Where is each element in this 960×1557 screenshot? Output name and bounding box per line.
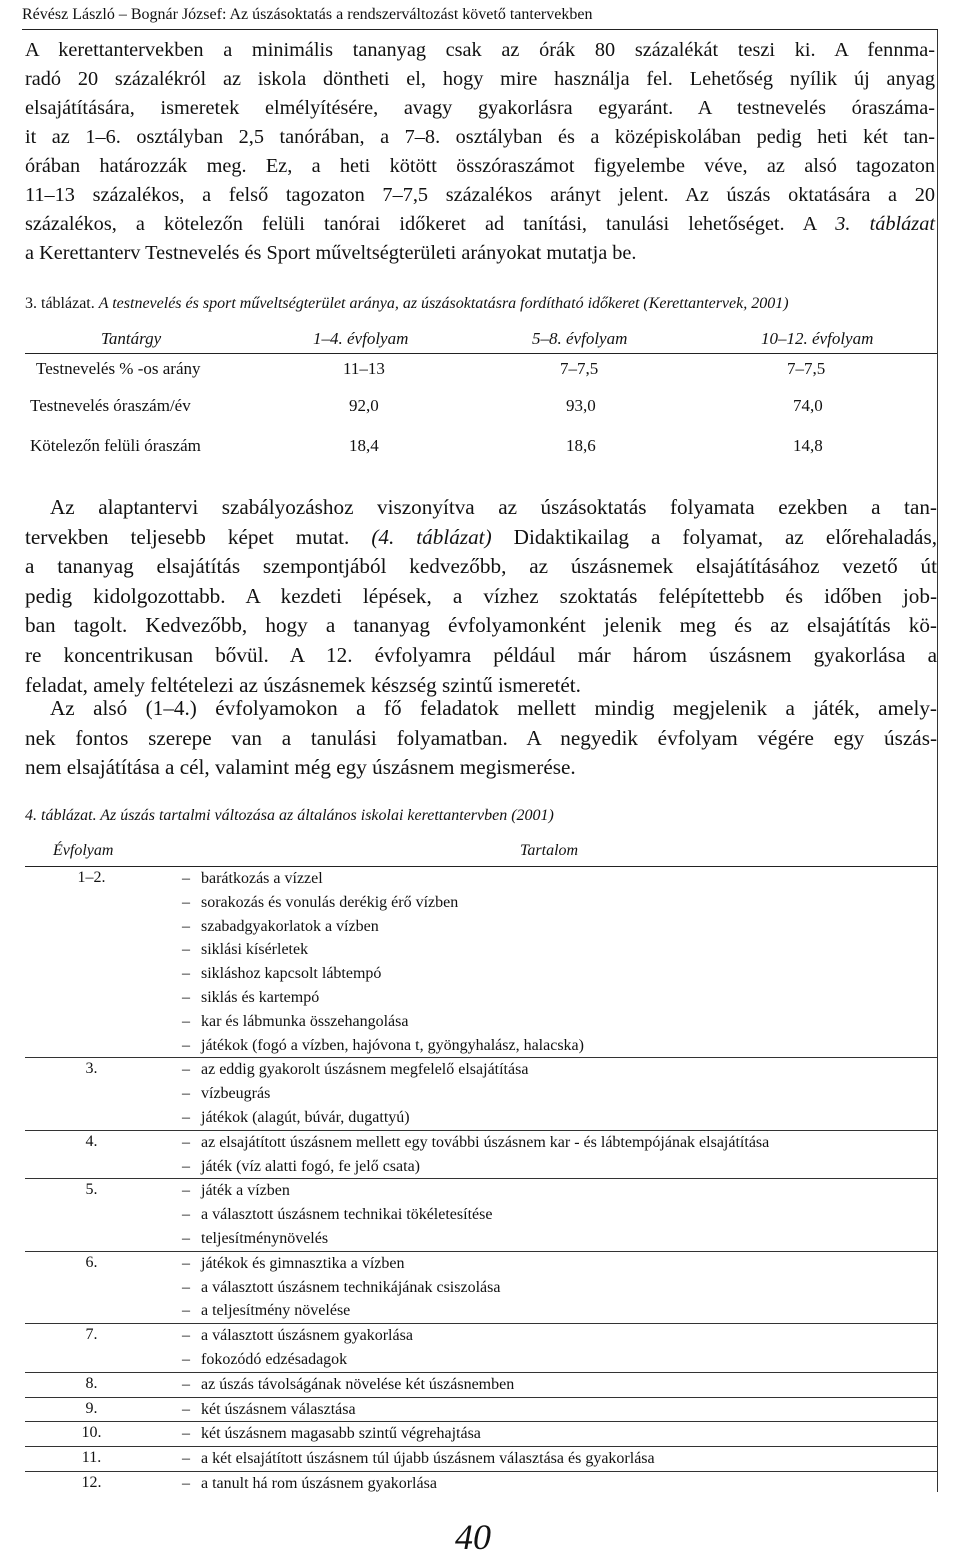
- list-item: [182, 915, 937, 939]
- table4-items: [182, 1252, 937, 1323]
- table3-header-grade-1-4: 1–4. évfolyam: [313, 329, 409, 348]
- dash-marker: –: [182, 1229, 190, 1247]
- table4-grade: 11.: [81, 1449, 102, 1467]
- text-line: nem elsajátítása a cél, valamint még egy úszásnem megismerése.: [25, 755, 576, 780]
- table3-cell-value: 11–13: [343, 359, 385, 378]
- list-item-text: az elsajátított úszásnem mellett egy további úszásnem kar - és lábtempójának elsajátítása: [201, 1133, 770, 1151]
- table4-items: [182, 1447, 937, 1471]
- list-item: [182, 1106, 937, 1130]
- list-item: [182, 1398, 937, 1422]
- list-item: [182, 891, 937, 915]
- dash-marker: –: [182, 1061, 190, 1079]
- table4-items: [182, 1179, 937, 1250]
- list-item: [182, 1373, 937, 1397]
- table4-items: [182, 1324, 937, 1372]
- table3-header-subject: Tantárgy: [101, 329, 162, 348]
- list-item: [182, 1252, 937, 1276]
- dash-marker: –: [182, 1157, 190, 1175]
- list-item: [182, 1227, 937, 1251]
- list-item-text: játékok (fogó a vízben, hajóvona t, gyöngyhalász, halacska): [201, 1036, 584, 1054]
- list-item-text: játékok és gimnasztika a vízben: [201, 1254, 405, 1272]
- dash-marker: –: [182, 1182, 190, 1200]
- list-item: [182, 1276, 937, 1300]
- table4-items: [182, 1472, 937, 1496]
- text-line: feladat, amely feltételezi az úszásnemek készség szintű ismeretét.: [25, 672, 581, 697]
- table-reference: 3. táblázat: [835, 213, 935, 235]
- dash-marker: –: [182, 1350, 190, 1368]
- dash-marker: –: [182, 1400, 190, 1418]
- dash-marker: –: [182, 988, 190, 1006]
- list-item: [182, 1082, 937, 1106]
- table3-caption-label: 3. táblázat.: [25, 295, 95, 312]
- dash-marker: –: [182, 1254, 190, 1272]
- list-item: [182, 1324, 937, 1348]
- table3-header-grade-5-8: 5–8. évfolyam: [532, 329, 628, 348]
- text-line: nek fontos szerepe van a tanulási folyamatban. A negyedik évfolyam végére egy úszás-: [25, 725, 937, 750]
- text-fragment: tervekben teljesebb képet mutat.: [25, 524, 350, 549]
- text-line: [25, 523, 937, 553]
- dash-marker: –: [182, 1425, 190, 1443]
- list-item: [182, 1010, 937, 1034]
- table4-grade: 3.: [85, 1060, 98, 1078]
- list-item-text: fokozódó edzésadagok: [201, 1350, 348, 1368]
- text-line: A kerettantervekben a minimális tananyag csak az órák 80 százalékát teszi ki. A fennma-: [25, 39, 935, 61]
- dash-marker: –: [182, 1278, 190, 1296]
- list-item-text: a választott úszásnem technikai tökéletesítése: [201, 1206, 493, 1224]
- list-item: [182, 1155, 937, 1179]
- table-row: [25, 1131, 937, 1180]
- dash-marker: –: [182, 1474, 190, 1492]
- list-item: [182, 1472, 937, 1496]
- paragraph-3: [25, 694, 937, 783]
- paragraph-1: [25, 36, 935, 268]
- text-line: it az 1–6. osztályban 2,5 tanórában, a 7–8. osztályban és a középiskolában pedig heti két tan-: [25, 126, 935, 148]
- text-line: radó 20 százalékról az iskola döntheti el, hogy mire használja fel. Lehetőség nyílik új anyag: [25, 68, 935, 90]
- text-line: órában határozzák meg. Ez, a heti kötött összóraszámot figyelembe véve, az alsó tagozaton: [25, 155, 935, 177]
- table-4: [25, 838, 937, 1496]
- text-line: 11–13 százalékos, a felső tagozaton 7–7,5 százalékos arányt jelent. Az úszás oktatására a 20: [25, 184, 935, 206]
- dash-marker: –: [182, 1450, 190, 1468]
- table3-header-grade-10-12: 10–12. évfolyam: [761, 329, 874, 348]
- table3-cell-value: 7–7,5: [787, 359, 826, 378]
- list-item-text: a tanult há rom úszásnem gyakorlása: [201, 1474, 437, 1492]
- list-item: [182, 1058, 937, 1082]
- table4-grade: 10.: [81, 1424, 102, 1442]
- table3-cell-value: 18,6: [566, 436, 596, 455]
- text-line: a tananyag elsajátítás szempontjából kedvezőbb, az úszásnemek elsajátításához vezető út: [25, 554, 937, 579]
- dash-marker: –: [182, 870, 190, 887]
- table4-items: [182, 1398, 937, 1422]
- list-item-text: játékok (alagút, búvár, dugattyú): [201, 1108, 410, 1126]
- table3-caption: [25, 294, 937, 314]
- table-row: [25, 354, 937, 392]
- table4-header-content: Tartalom: [520, 842, 579, 859]
- table4-grade: 7.: [85, 1326, 98, 1344]
- dash-marker: –: [182, 1108, 190, 1126]
- table-row: [25, 1252, 937, 1324]
- table4-header-row: [25, 838, 937, 867]
- table3-caption-text: A testnevelés és sport műveltségterület aránya, az úszásoktatásra fordítható időkeret (Kerettantervek, 2001): [98, 295, 789, 312]
- list-item-text: a két elsajátított úszásnem túl újabb úszásnem választása és gyakorlása: [201, 1450, 655, 1468]
- table-3: [25, 326, 937, 472]
- dash-marker: –: [182, 1206, 190, 1224]
- list-item-text: két úszásnem választása: [201, 1400, 356, 1418]
- list-item-text: az eddig gyakorolt úszásnem megfelelő elsajátítása: [201, 1061, 529, 1079]
- list-item-text: az úszás távolságának növelése két úszásnemben: [201, 1375, 515, 1393]
- list-item: [182, 938, 937, 962]
- table3-cell-value: 14,8: [793, 436, 823, 455]
- paragraph-2: [25, 493, 937, 700]
- dash-marker: –: [182, 1375, 190, 1393]
- list-item-text: teljesítménynövelés: [201, 1229, 329, 1247]
- table-row: [25, 1179, 937, 1251]
- table-row: [25, 1422, 937, 1447]
- table-row: [25, 1373, 937, 1398]
- table3-cell-value: 74,0: [793, 396, 823, 415]
- table3-cell-subject: Kötelezőn felüli óraszám: [30, 436, 201, 455]
- table4-header-grade: Évfolyam: [53, 842, 114, 859]
- table-row: [25, 1447, 937, 1472]
- table4-items: [182, 867, 937, 1057]
- list-item: [182, 1299, 937, 1323]
- table3-cell-value: 93,0: [566, 396, 596, 415]
- list-item-text: sikláshoz kapcsolt lábtempó: [201, 965, 382, 983]
- list-item-text: siklási kísérletek: [201, 941, 309, 959]
- list-item-text: a választott úszásnem gyakorlása: [201, 1327, 413, 1345]
- table4-items: [182, 1373, 937, 1397]
- page-frame-line: [937, 30, 938, 1492]
- table-row: [25, 1058, 937, 1130]
- table3-cell-value: 92,0: [349, 396, 379, 415]
- list-item: [182, 1179, 937, 1203]
- table4-grade: 6.: [85, 1253, 98, 1271]
- dash-marker: –: [182, 917, 190, 935]
- table4-grade: 9.: [85, 1399, 98, 1417]
- text-fragment: Didaktikailag a folyamat, az előrehaladás,: [513, 524, 937, 549]
- table-row: [25, 432, 937, 472]
- list-item: [182, 986, 937, 1010]
- running-header: [22, 4, 938, 30]
- table4-grade: 4.: [85, 1132, 98, 1150]
- table4-body: [25, 867, 937, 1496]
- text-line: [25, 210, 935, 239]
- list-item-text: a választott úszásnem technikájának csiszolása: [201, 1278, 501, 1296]
- list-item: [182, 867, 937, 891]
- list-item-text: játék a vízben: [201, 1182, 290, 1200]
- list-item: [182, 1348, 937, 1372]
- list-item-text: szabadgyakorlatok a vízben: [201, 917, 379, 935]
- table-row: [25, 1398, 937, 1423]
- text-line: ban tagolt. Kedvezőbb, hogy a tananyag évfolyamonként jelenik meg és az elsajátítás kö-: [25, 613, 937, 638]
- table-row: [25, 867, 937, 1058]
- table3-cell-subject: Testnevelés % -os arány: [36, 359, 201, 378]
- dash-marker: –: [182, 1012, 190, 1030]
- list-item-text: sorakozás és vonulás derékig érő vízben: [201, 893, 459, 911]
- list-item: [182, 1447, 937, 1471]
- list-item-text: két úszásnem magasabb szintű végrehajtása: [201, 1425, 481, 1443]
- list-item-text: a teljesítmény növelése: [201, 1302, 351, 1320]
- table3-cell-value: 7–7,5: [560, 359, 599, 378]
- dash-marker: –: [182, 1327, 190, 1345]
- table4-grade: 8.: [85, 1374, 98, 1392]
- running-title: Révész László – Bognár József: Az úszásoktatás a rendszerváltozást követő tantervekben: [22, 6, 593, 23]
- list-item-text: barátkozás a vízzel: [201, 870, 323, 887]
- table3-header-row: [25, 326, 937, 354]
- page-number: 40: [455, 1517, 491, 1557]
- table3-cell-subject: Testnevelés óraszám/év: [30, 396, 191, 415]
- dash-marker: –: [182, 1036, 190, 1054]
- table-row: [25, 1472, 937, 1496]
- list-item: [182, 1034, 937, 1058]
- table4-items: [182, 1058, 937, 1129]
- text-line: Az alaptantervi szabályozáshoz viszonyítva az úszásoktatás folyamata ezekben a tan-: [50, 495, 937, 519]
- text-line: Az alsó (1–4.) évfolyamokon a fő feladatok mellett mindig megjelenik a játék, amely-: [50, 696, 937, 720]
- dash-marker: –: [182, 1085, 190, 1103]
- table4-grade: 5.: [85, 1181, 98, 1199]
- table3-cell-value: 18,4: [349, 436, 379, 455]
- list-item: [182, 1422, 937, 1446]
- table4-items: [182, 1422, 937, 1446]
- list-item: [182, 1203, 937, 1227]
- dash-marker: –: [182, 893, 190, 911]
- table-reference: (4. táblázat): [371, 524, 492, 549]
- table4-caption: 4. táblázat. Az úszás tartalmi változása az általános iskolai kerettantervben (2001): [25, 807, 554, 824]
- text-fragment: százalékos, a kötelezőn felüli tanórai időkeret ad tanítási, tanulási lehetőséget. A: [25, 213, 817, 235]
- dash-marker: –: [182, 1133, 190, 1151]
- text-line: re koncentrikusan bővül. A 12. évfolyamra például már három úszásnem gyakorlása a: [25, 642, 937, 667]
- list-item-text: siklás és kartempó: [201, 988, 320, 1006]
- list-item-text: játék (víz alatti fogó, fe jelő csata): [201, 1157, 421, 1175]
- list-item: [182, 1131, 937, 1155]
- list-item: [182, 962, 937, 986]
- text-line: pedig kidolgozottabb. A kezdeti lépések, a vízhez szoktatás felépítettebb és időben job-: [25, 583, 937, 608]
- list-item-text: kar és lábmunka összehangolása: [201, 1012, 409, 1030]
- table4-grade: 12.: [81, 1473, 102, 1491]
- table4-grade: 1–2.: [77, 869, 106, 886]
- dash-marker: –: [182, 965, 190, 983]
- table-row: [25, 1324, 937, 1373]
- text-line: a Kerettanterv Testnevelés és Sport műveltségterületi arányokat mutatja be.: [25, 242, 637, 264]
- table4-items: [182, 1131, 937, 1179]
- dash-marker: –: [182, 941, 190, 959]
- list-item-text: vízbeugrás: [201, 1085, 271, 1103]
- text-line: elsajátítására, ismeretek elmélyítésére, avagy gyakorlásra egyaránt. A testnevelés óraszáma-: [25, 97, 935, 119]
- table-row: [25, 392, 937, 432]
- dash-marker: –: [182, 1302, 190, 1320]
